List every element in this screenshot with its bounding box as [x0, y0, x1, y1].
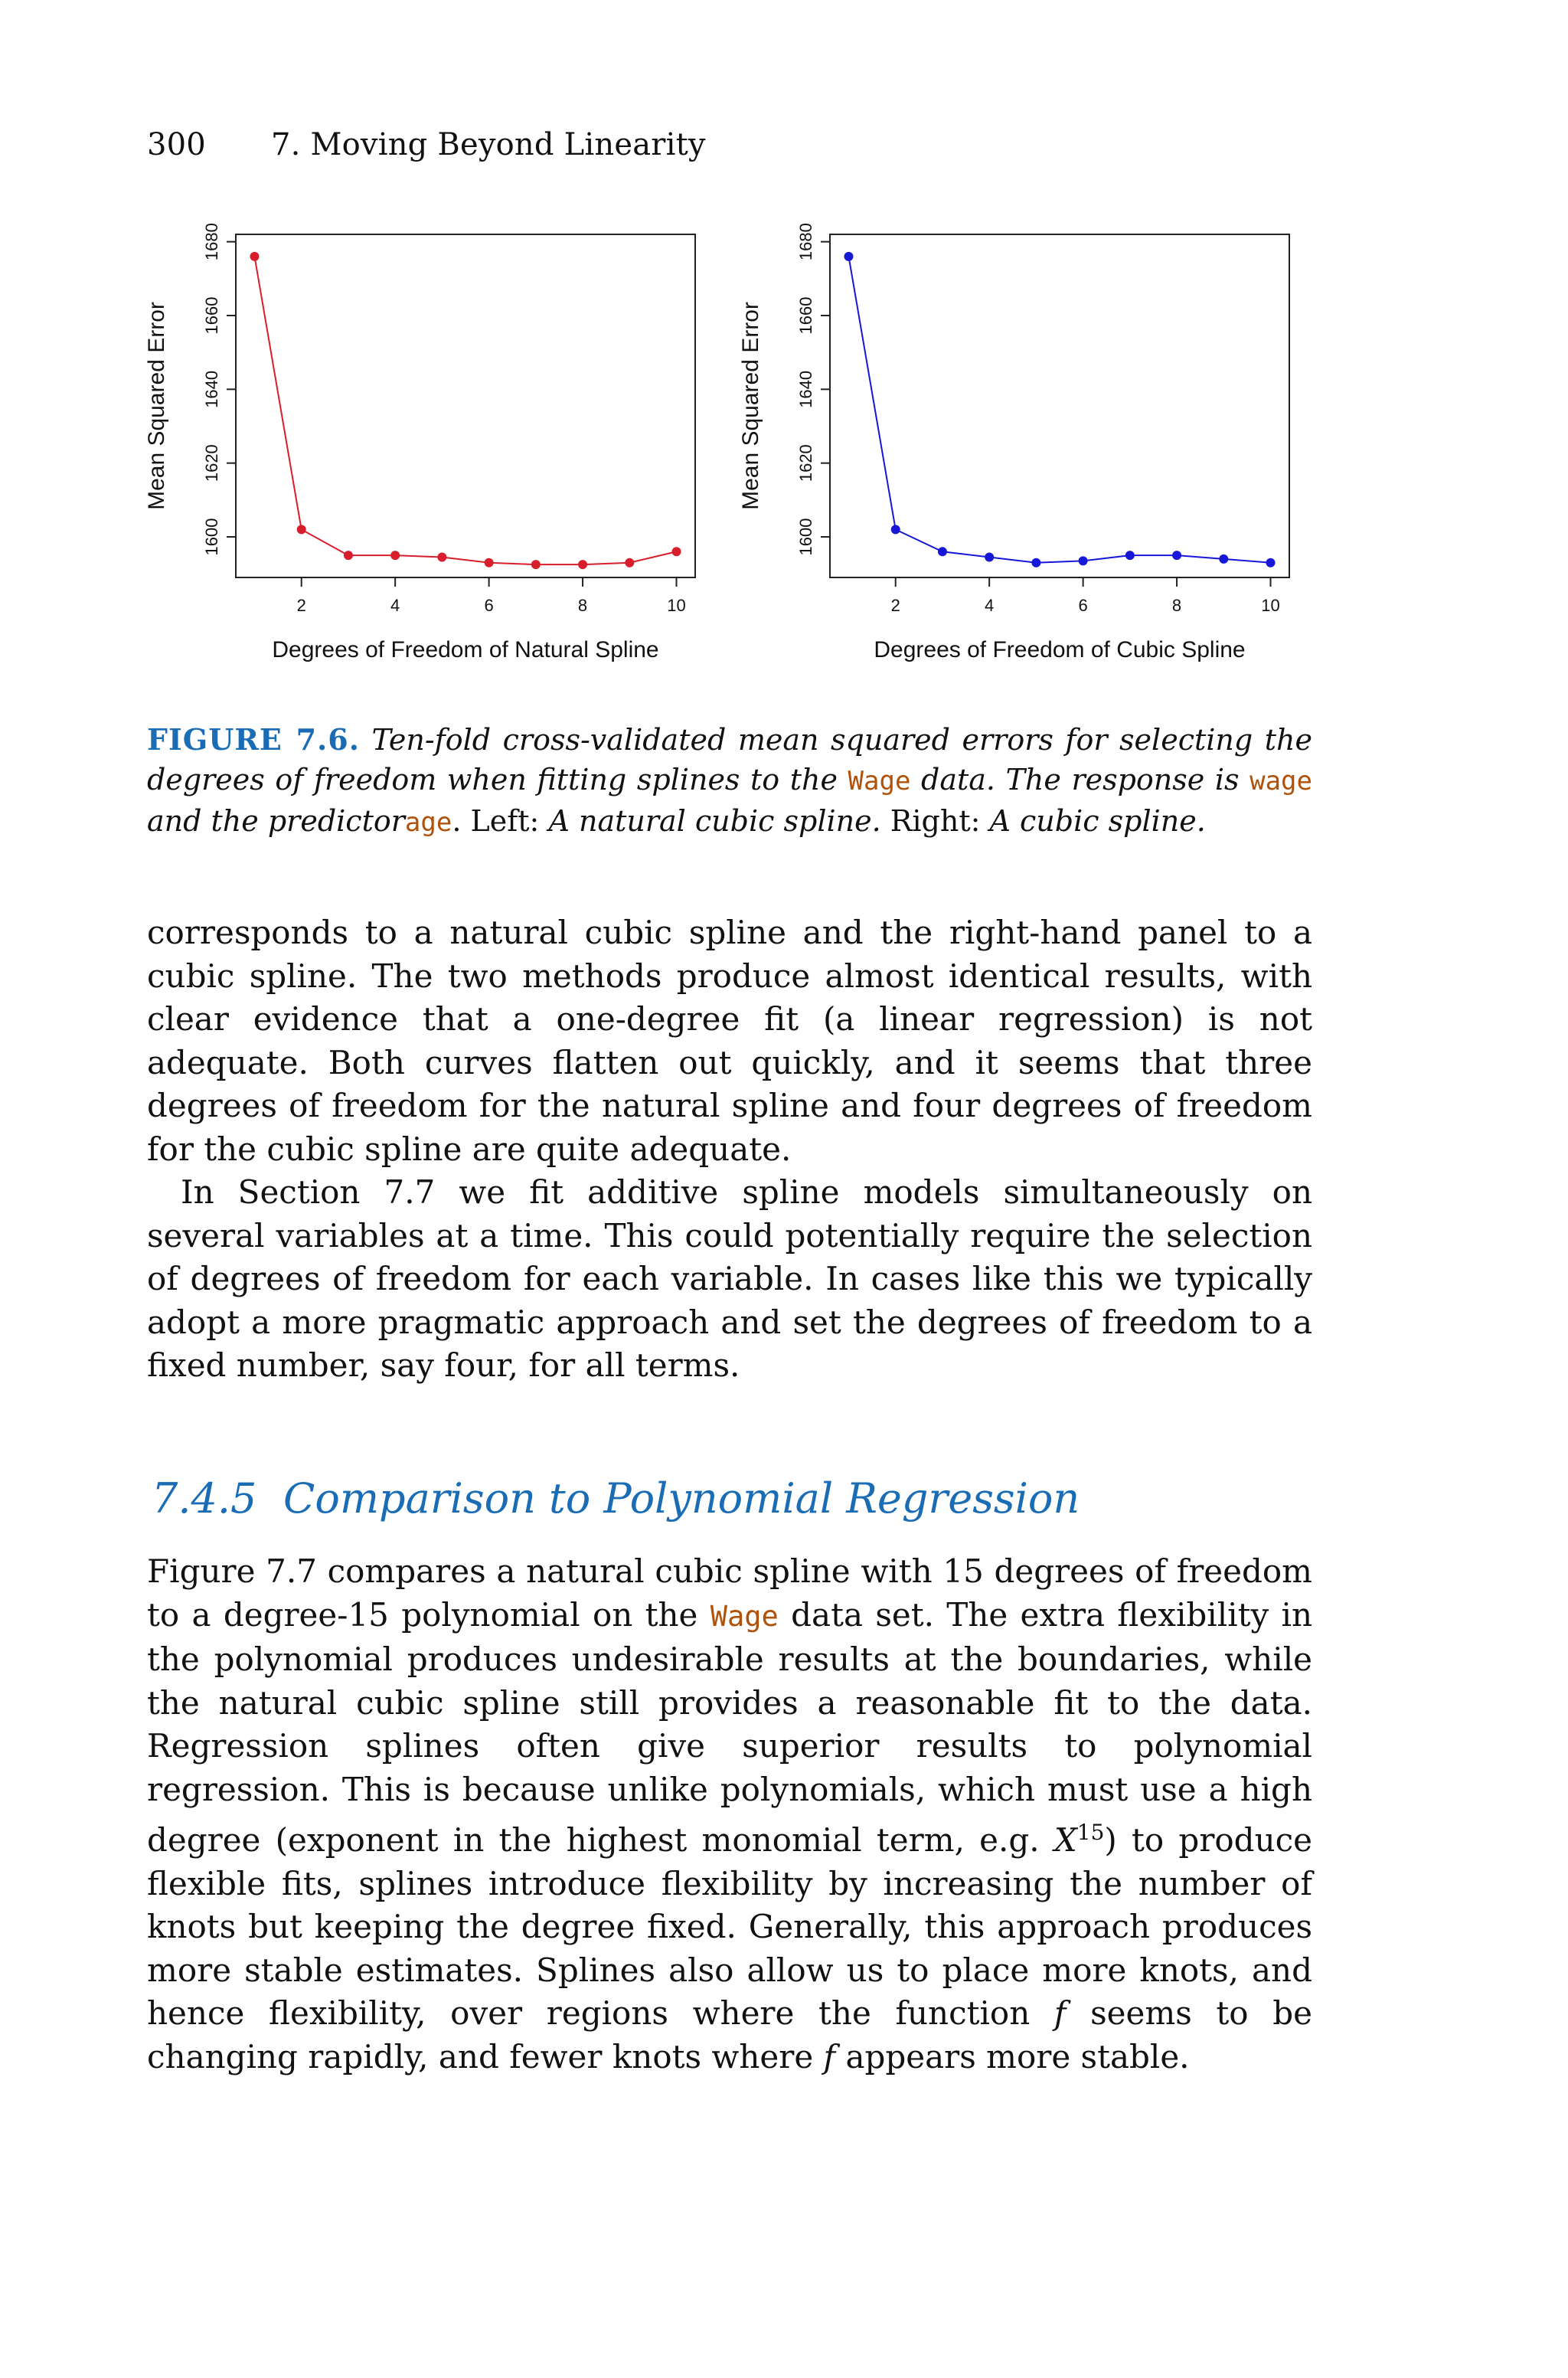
x-tick-label: 8	[1171, 596, 1182, 615]
page-number: 300	[147, 127, 206, 162]
data-point	[1079, 556, 1088, 565]
data-point	[1266, 558, 1276, 568]
y-tick-label: 1660	[202, 296, 221, 335]
figure-caption: FIGURE 7.6. Ten-fold cross-validated mean squared errors for selecting the degrees of freedom when fitting splines to the Wage data. The response is wage and the predictorage. Left: A natural cubic spline. Right: A cubic spline.	[147, 722, 1312, 838]
x-tick-label: 2	[296, 596, 306, 615]
chapter-title: 7. Moving Beyond Linearity	[271, 127, 706, 162]
plot-frame	[236, 234, 695, 577]
x-tick-label: 10	[1261, 596, 1280, 615]
y-tick-label: 1600	[796, 518, 815, 556]
y-tick-label: 1680	[796, 223, 815, 261]
chart-natural-spline	[130, 214, 712, 674]
body-text-top	[147, 911, 1312, 1388]
y-tick-label: 1620	[202, 444, 221, 482]
data-point	[1031, 558, 1040, 568]
math-exponent: 15	[1076, 1820, 1105, 1845]
math-X: X	[1054, 1821, 1077, 1859]
paragraph-3: Figure 7.7 compares a natural cubic spline with 15 degrees of freedom to a degree-15 polynomial on the Wage data set. The extra flexibility in the polynomial produces undesirable results at the boundaries, while the natural cubic spline still provides a reasonable fit to the data. Regression splines often give superior results to polynomial regression. This is because unlike polynomials, which must use a high degree (exponent in the highest monomial term, e.g. $X^{15}$) to produce flexible fits, splines introduce flexibility by increasing the number of knots but keeping the degree fixed. Generally, this approach produces more stable estimates. Splines also allow us to place more knots, and hence flexibility, over regions where the function f seems to be changing rapidly, and fewer knots where f appears more stable.	[147, 1552, 1312, 2075]
data-point	[1219, 554, 1228, 564]
section-title: Comparison to Polynomial Regression	[283, 1474, 1080, 1523]
y-tick-label: 1660	[796, 296, 815, 335]
y-tick-label: 1680	[202, 223, 221, 261]
y-tick-label: 1620	[796, 444, 815, 482]
data-point	[1125, 551, 1135, 560]
y-tick-label: 1640	[796, 370, 815, 408]
y-axis-label: Mean Squared Error	[144, 302, 169, 510]
x-tick-label: 4	[985, 596, 995, 615]
y-axis-label: Mean Squared Error	[738, 302, 763, 510]
data-point	[531, 560, 541, 569]
data-point	[578, 560, 587, 569]
y-tick-label: 1640	[202, 370, 221, 408]
data-point	[437, 553, 446, 562]
series-line	[254, 257, 676, 564]
data-point	[938, 547, 947, 556]
data-point	[250, 252, 259, 261]
series-line	[848, 257, 1270, 563]
data-point	[672, 547, 681, 556]
x-tick-label: 10	[667, 596, 686, 615]
chart-cubic-spline	[724, 214, 1306, 674]
data-point	[625, 558, 634, 568]
data-point	[985, 553, 994, 562]
data-point	[344, 551, 353, 560]
section-number: 7.4.5	[152, 1474, 257, 1523]
body-text-bottom	[147, 1550, 1312, 2079]
figure-label: FIGURE 7.6.	[147, 722, 360, 757]
data-point	[844, 252, 853, 261]
running-head	[147, 127, 706, 162]
data-point	[390, 551, 400, 560]
paragraph-2: In Section 7.7 we fit additive spline models simultaneously on several variables at a time. This could potentially require the selection of degrees of freedom for each variable. In cases like this we typically adopt a more pragmatic approach and set the degrees of freedom to a fixed number, say four, for all terms.	[147, 1173, 1312, 1384]
x-tick-label: 6	[1078, 596, 1088, 615]
x-axis-label: Degrees of Freedom of Cubic Spline	[874, 637, 1246, 662]
data-point	[297, 525, 306, 534]
x-tick-label: 2	[890, 596, 900, 615]
paragraph-1: corresponds to a natural cubic spline and the right-hand panel to a cubic spline. The two methods produce almost identical results, with clear evidence that a one-degree fit (a linear regression) is not adequate. Both curves flatten out quickly, and it seems that three degrees of freedom for the natural spline and four degrees of freedom for the cubic spline are quite adequate.	[147, 914, 1312, 1168]
x-tick-label: 4	[390, 596, 400, 615]
x-tick-label: 6	[484, 596, 494, 615]
x-axis-label: Degrees of Freedom of Natural Spline	[272, 637, 659, 662]
section-heading	[152, 1474, 1080, 1523]
y-tick-label: 1600	[202, 518, 221, 556]
x-tick-label: 8	[577, 596, 588, 615]
data-point	[485, 558, 494, 568]
data-point	[1172, 551, 1181, 560]
data-point	[891, 525, 900, 534]
plot-frame	[830, 234, 1289, 577]
